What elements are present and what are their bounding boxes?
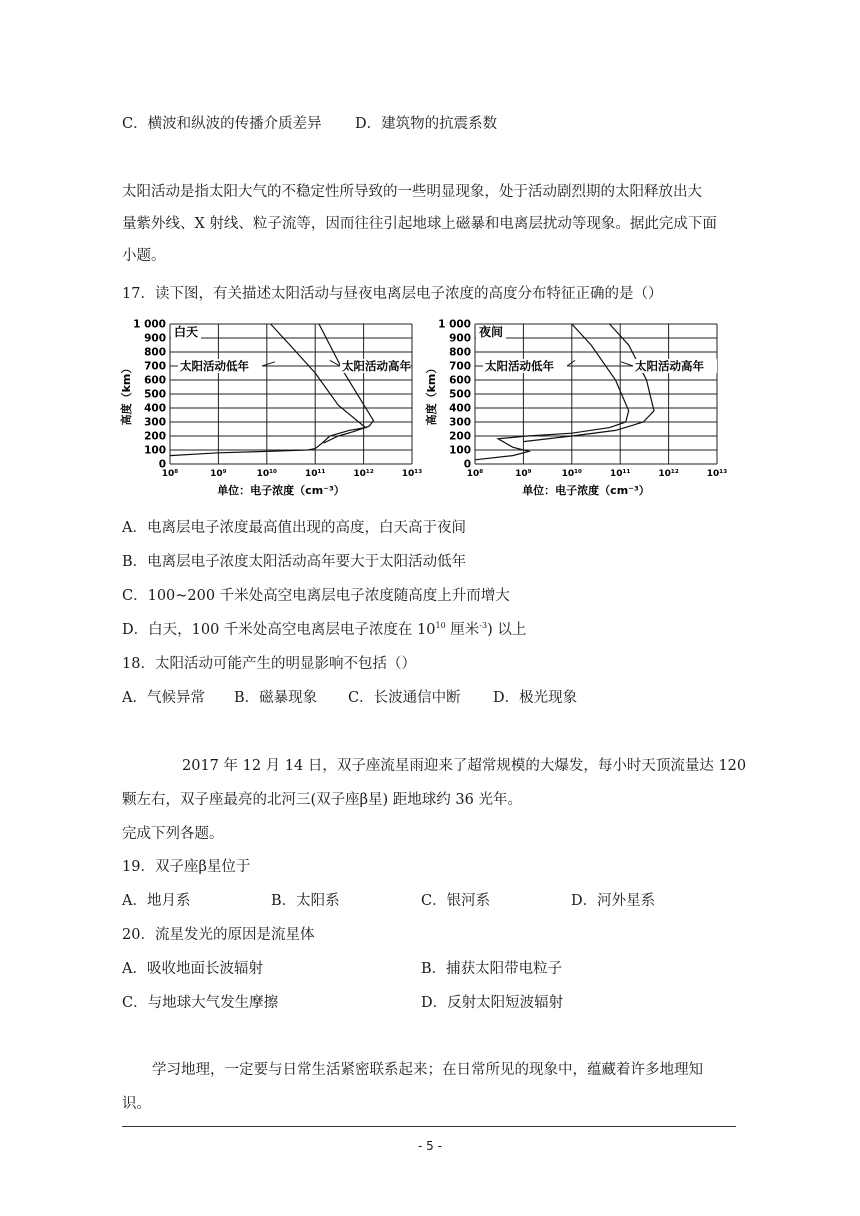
y-tick-label: 200	[449, 430, 471, 443]
q18-option-d: D．极光现象	[493, 690, 578, 706]
series-label: 太阳活动高年	[342, 359, 411, 373]
y-tick-label: 0	[463, 458, 471, 471]
q17-option-d: D．白天，100 千米处高空电离层电子浓度在 $10^{10}$ 厘米$^{-3}$) 以上	[122, 621, 527, 638]
q18-option-b: B．磁暴现象	[234, 690, 318, 706]
passage-meteor-line3: 完成下列各题。	[122, 826, 224, 842]
y-tick-label: 900	[144, 332, 166, 345]
y-tick-label: 300	[144, 416, 166, 429]
y-tick-label: 400	[144, 402, 166, 415]
series-label: 太阳活动高年	[635, 359, 704, 373]
series-label: 太阳活动低年	[485, 359, 554, 373]
y-tick-label: 500	[144, 388, 166, 401]
x-axis-label: 单位：电子浓度（cm⁻³）	[217, 484, 345, 497]
ionosphere-figure	[120, 314, 728, 504]
q19-option-d: D．河外星系	[571, 893, 656, 909]
x-axis-label: 单位：电子浓度（cm⁻³）	[522, 484, 650, 497]
q18-option-a: A．气候异常	[122, 690, 205, 706]
x-tick-label: 10⁸	[466, 469, 484, 479]
x-tick-label: 10¹³	[401, 469, 423, 479]
x-tick-label: 10¹⁰	[256, 469, 278, 479]
x-tick-label: 10⁸	[161, 469, 179, 479]
chart-day	[120, 314, 423, 504]
chart-title: 白天	[174, 325, 199, 339]
q18-option-c: C．长波通信中断	[348, 690, 461, 706]
y-tick-label: 400	[449, 402, 471, 415]
series-label-leader	[262, 362, 275, 366]
x-tick-label: 10⁹	[210, 469, 227, 479]
x-tick-label: 10¹¹	[304, 469, 326, 479]
y-tick-label: 900	[449, 332, 471, 345]
passage-solar-line2: 量紫外线、X 射线、粒子流等，因而往往引起地球上磁暴和电离层扰动等现象。据此完成下面	[122, 216, 717, 232]
q16-option-c: C．横波和纵波的传播介质差异	[122, 116, 322, 132]
x-tick-label: 10¹²	[353, 469, 374, 479]
footer-divider	[122, 1126, 736, 1127]
q19-stem: 19．双子座β星位于	[122, 859, 251, 875]
q17-option-b: B．电离层电子浓度太阳活动高年要大于太阳活动低年	[122, 554, 467, 570]
y-tick-label: 600	[144, 374, 166, 387]
q20-option-c: C．与地球大气发生摩擦	[122, 995, 279, 1011]
x-tick-label: 10⁹	[515, 469, 532, 479]
q20-option-a: A．吸收地面长波辐射	[122, 961, 263, 977]
passage-solar-line1: 太阳活动是指太阳大气的不稳定性所导致的一些明显现象，处于活动剧烈期的太阳释放出大	[122, 184, 702, 200]
y-tick-label: 500	[449, 388, 471, 401]
passage-solar-line3: 小题。	[122, 248, 166, 264]
q20-option-b: B．捕获太阳带电粒子	[421, 961, 563, 977]
q20-stem: 20．流星发光的原因是流星体	[122, 927, 315, 943]
passage-meteor-line1: 2017 年 12 月 14 日，双子座流星雨迎来了超常规模的大爆发，每小时天顶流量达 120	[182, 758, 747, 774]
chart-night	[425, 314, 728, 504]
q17-option-c: C．100~200 千米处高空电离层电子浓度随高度上升而增大	[122, 588, 510, 604]
y-tick-label: 1 000	[133, 318, 166, 331]
y-tick-label: 700	[449, 360, 471, 373]
series-line-high-activity	[319, 324, 374, 443]
y-tick-label: 700	[144, 360, 166, 373]
y-axis-label: 高度（km）	[425, 362, 438, 426]
q18-stem: 18．太阳活动可能产生的明显影响不包括（）	[122, 656, 416, 672]
q19-option-c: C．银河系	[421, 893, 491, 909]
series-line-low-activity	[475, 324, 629, 460]
x-tick-label: 10¹³	[706, 469, 728, 479]
passage-meteor-line2: 颗左右，双子座最亮的北河三(双子座β星) 距地球约 36 光年。	[122, 792, 522, 808]
y-tick-label: 1 000	[438, 318, 471, 331]
q19-option-a: A．地月系	[122, 893, 191, 909]
q16-option-d: D．建筑物的抗震系数	[355, 116, 498, 132]
y-axis-label: 高度（km）	[120, 362, 133, 426]
passage-geo-line2: 识。	[122, 1096, 151, 1112]
page-number: - 5 -	[418, 1139, 442, 1153]
y-tick-label: 100	[144, 444, 166, 457]
passage-geo-line1: 学习地理，一定要与日常生活紧密联系起来；在日常所见的现象中，蕴藏着许多地理知	[152, 1062, 703, 1078]
y-tick-label: 600	[449, 374, 471, 387]
series-label: 太阳活动低年	[180, 359, 249, 373]
x-tick-label: 10¹²	[658, 469, 679, 479]
series-label-leader	[621, 362, 633, 366]
q19-option-b: B．太阳系	[271, 893, 340, 909]
x-tick-label: 10¹⁰	[561, 469, 583, 479]
q17-stem: 17．读下图，有关描述太阳活动与昼夜电离层电子浓度的高度分布特征正确的是（）	[122, 286, 663, 302]
y-tick-label: 200	[144, 430, 166, 443]
chart-title: 夜间	[479, 325, 504, 339]
q17-option-a: A．电离层电子浓度最高值出现的高度，白天高于夜间	[122, 520, 466, 536]
y-tick-label: 100	[449, 444, 471, 457]
y-tick-label: 800	[144, 346, 166, 359]
y-tick-label: 0	[158, 458, 166, 471]
series-label-leader	[567, 360, 575, 366]
y-tick-label: 300	[449, 416, 471, 429]
x-tick-label: 10¹¹	[609, 469, 631, 479]
y-tick-label: 800	[449, 346, 471, 359]
q20-option-d: D．反射太阳短波辐射	[421, 995, 564, 1011]
